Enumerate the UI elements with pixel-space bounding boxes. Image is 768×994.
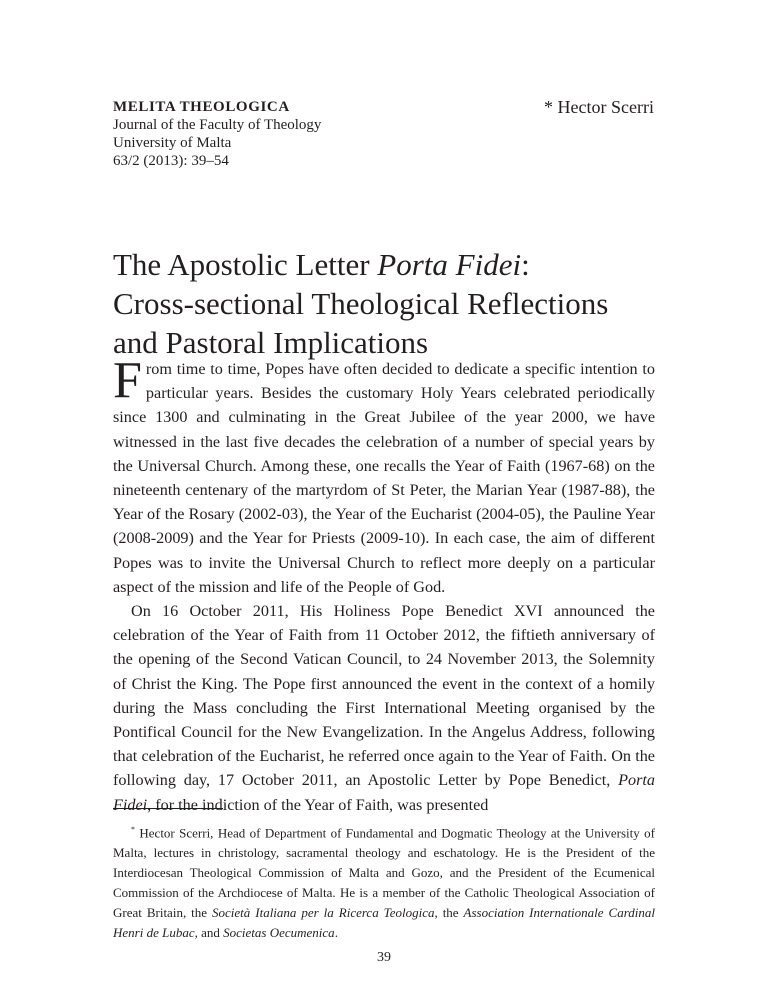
footnote-text-d: . <box>334 925 338 941</box>
page-number: 39 <box>377 950 391 965</box>
journal-name: MELITA THEOLOGICA <box>113 99 290 115</box>
article-body <box>113 352 655 817</box>
footnote <box>113 820 655 943</box>
journal-citation: 63/2 (2013): 39–54 <box>113 153 229 169</box>
paragraph-2-text-b: , for the indiction of the Year of Faith, was presented <box>147 795 489 814</box>
footnote-text-a: Hector Scerri, Head of Department of Fundamental and Dogmatic Theology at the University of Malta, lectures in christology, sacramental theology and eschatology. He is the President of the Interdiocesan Theological Commission of Malta and Gozo, and the President of the Ecumenical Commission of the Archdiocese of Malta. He is a member of the Catholic Theological Association of Great Britain, the <box>113 825 655 921</box>
paragraph-2-italic: Porta Fidei <box>113 771 655 814</box>
author-name: * Hector Scerri <box>544 97 654 117</box>
title-line-2: Cross-sectional Theological Reflections <box>113 286 609 321</box>
paragraph-2-text-a: On 16 October 2011, His Holiness Pope Benedict XVI announced the celebration of the Year of Faith from 11 October 2012, the fiftieth anniversary of the opening of the Second Vatican Council, to 24 November 2013, the Solemnity of Christ the King. The Pope first announced the event in the context of a homily during the Mass concluding the First International Meeting organised by the Pontifical Council for the New Evangelization. In the Angelus Address, following that celebration of the Eucharist, he referred once again to the Year of Faith. On the following day, 17 October 2011, an Apostolic Letter by Pope Benedict, <box>113 602 655 790</box>
footnote-italic-3: Societas Oecumenica <box>223 925 335 941</box>
footnote-italic-2: Association Internationale Cardinal Henri de Lubac, <box>113 905 655 941</box>
drop-cap: F <box>113 352 142 409</box>
paragraph-1 <box>113 352 655 599</box>
title-italic: Porta Fidei <box>377 247 522 282</box>
footnote-text-c: and <box>197 925 224 941</box>
paragraph-1-text: rom time to time, Popes have often decided to dedicate a specific intention to particular years. Besides the customary Holy Years celebrated periodically since 1300 and culminating in the Great Jubilee of the year 2000, we have witnessed in the last five decades the celebration of a number of special years by the Universal Church. Among these, one recalls the Year of Faith (1967-68) on the nineteenth centenary of the martyrdom of St Peter, the Marian Year (1987-88), the Year of the Rosary (2002-03), the Year of the Eucharist (2004-05), the Pauline Year (2008-2009) and the Year for Priests (2009-10). In each case, the aim of different Popes was to invite the Universal Church to reflect more deeply on a particular aspect of the mission and life of the People of God. <box>113 360 655 596</box>
title-text: The Apostolic Letter <box>113 247 378 282</box>
title-line-3: and Pastoral Implications <box>113 325 429 360</box>
footnote-divider <box>113 808 223 809</box>
footnote-marker: * <box>131 825 135 834</box>
footnote-text-b: the <box>437 905 464 921</box>
journal-masthead <box>113 98 413 170</box>
title-line-1 <box>113 245 673 284</box>
journal-faculty: Journal of the Faculty of Theology <box>113 117 322 133</box>
paragraph-2 <box>113 599 655 817</box>
title-colon: : <box>521 247 530 282</box>
journal-university: University of Malta <box>113 135 232 151</box>
footnote-italic-1: Società Italiana per la Ricerca Teologica, <box>212 905 438 921</box>
article-title <box>113 245 673 362</box>
